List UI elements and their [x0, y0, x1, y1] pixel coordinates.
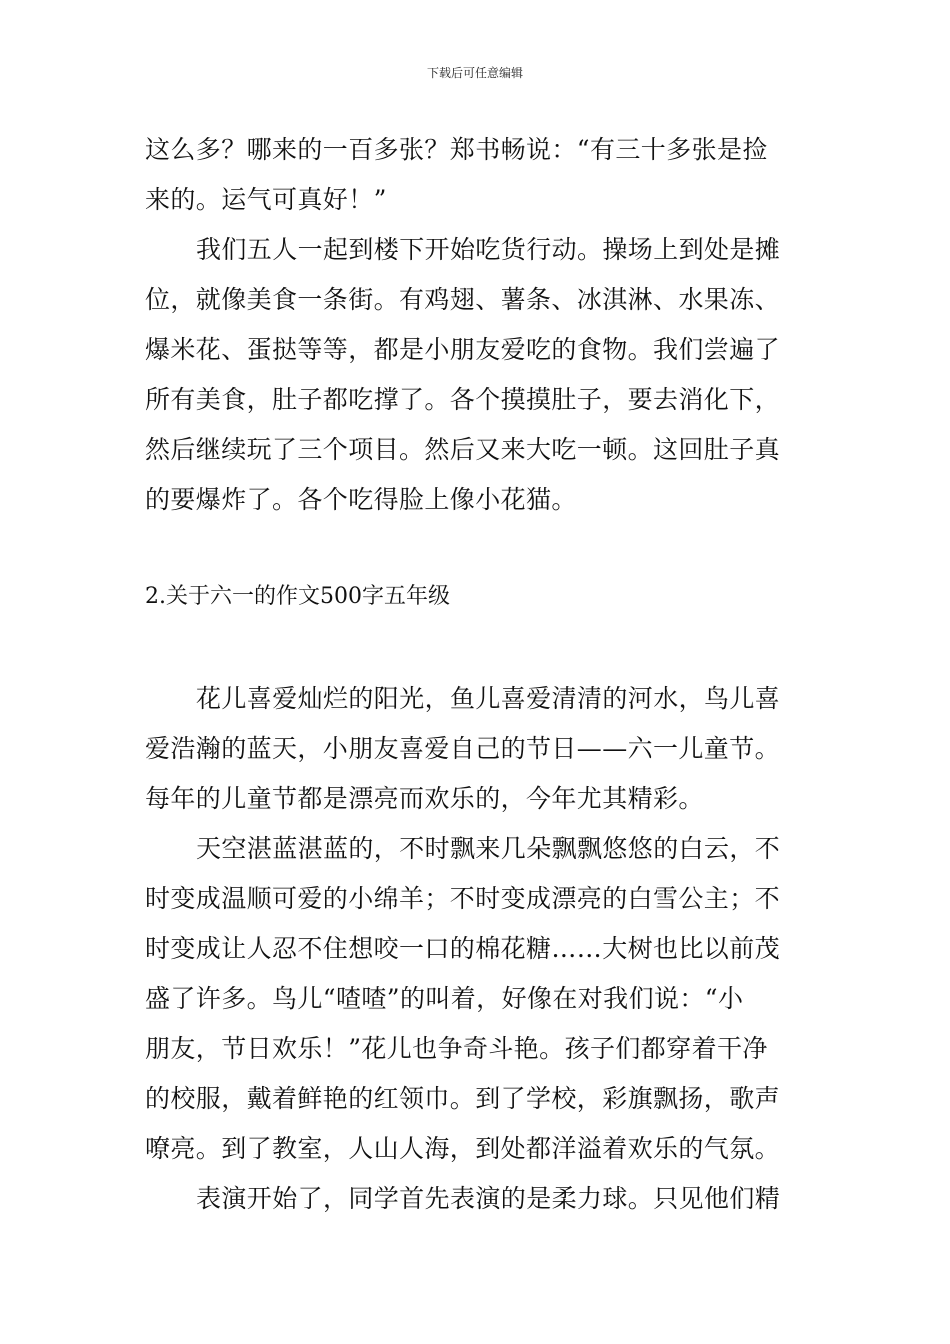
paragraph-2-line-5: 然后继续玩了三个项目。然后又来大吃一顿。这回肚子真: [145, 435, 781, 464]
paragraph-4-line-5: 朋友，节日欢乐！”花儿也争奇斗艳。孩子们都穿着干净: [145, 1034, 768, 1063]
paragraph-4-line-4: 盛了许多。鸟儿“喳喳”的叫着，好像在对我们说：“小: [145, 984, 744, 1013]
paragraph-1-line-1: 这么多？哪来的一百多张？郑书畅说：“有三十多张是捡: [145, 135, 768, 164]
paragraph-3-line-1: 花儿喜爱灿烂的阳光，鱼儿喜爱清清的河水，鸟儿喜: [196, 684, 781, 713]
paragraph-3-line-2: 爱浩瀚的蓝天，小朋友喜爱自己的节日——六一儿童节。: [145, 734, 781, 763]
paragraph-2-line-4: 所有美食，肚子都吃撑了。各个摸摸肚子，要去消化下，: [145, 385, 781, 414]
paragraph-1-line-2: 来的。运气可真好！”: [145, 185, 387, 214]
section-heading: 2.关于六一的作文500字五年级: [145, 584, 450, 609]
paragraph-3-line-3: 每年的儿童节都是漂亮而欢乐的，今年尤其精彩。: [145, 784, 704, 813]
paragraph-4-line-2: 时变成温顺可爱的小绵羊；不时变成漂亮的白雪公主；不: [145, 884, 781, 913]
paragraph-5-line-1: 表演开始了，同学首先表演的是柔力球。只见他们精: [196, 1184, 781, 1213]
paragraph-4-line-3: 时变成让人忍不住想咬一口的棉花糖……大树也比以前茂: [145, 934, 781, 963]
paragraph-4-line-1: 天空湛蓝湛蓝的，不时飘来几朵飘飘悠悠的白云，不: [196, 834, 781, 863]
paragraph-4-line-7: 嘹亮。到了教室，人山人海，到处都洋溢着欢乐的气氛。: [145, 1134, 781, 1163]
paragraph-2-line-6: 的要爆炸了。各个吃得脸上像小花猫。: [145, 485, 577, 514]
paragraph-2-line-1: 我们五人一起到楼下开始吃货行动。操场上到处是摊: [196, 235, 781, 264]
paragraph-2-line-3: 爆米花、蛋挞等等，都是小朋友爱吃的食物。我们尝遍了: [145, 335, 781, 364]
paragraph-4-line-6: 的校服，戴着鲜艳的红领巾。到了学校，彩旗飘扬，歌声: [145, 1084, 781, 1113]
page-header: 下载后可任意编辑: [426, 66, 523, 80]
paragraph-2-line-2: 位，就像美食一条街。有鸡翅、薯条、冰淇淋、水果冻、: [145, 285, 781, 314]
